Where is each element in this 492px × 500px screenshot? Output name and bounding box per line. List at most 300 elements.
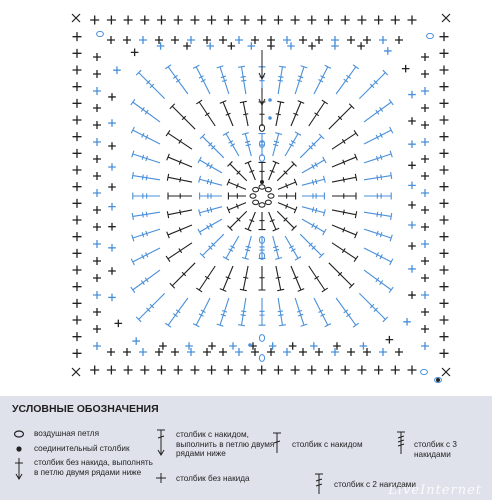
tr3-symbol-icon <box>394 430 408 456</box>
sc-stitch <box>174 366 183 375</box>
sc-stitch <box>408 366 417 375</box>
dc-stitch <box>240 266 248 291</box>
dc-symbol-icon <box>270 431 284 455</box>
sc-stitch <box>421 172 429 180</box>
dc-stitch <box>200 134 224 158</box>
sc-stitch <box>440 116 449 125</box>
sc-stitch <box>157 366 166 375</box>
dc-stitch <box>314 298 331 327</box>
sc-stitch <box>108 203 116 211</box>
watermark: LiveInternet <box>388 483 482 498</box>
corner-mark <box>72 14 80 22</box>
sc-stitch <box>90 366 99 375</box>
sc-stitch <box>440 282 449 291</box>
dc-stitch <box>136 70 164 98</box>
sc-stitch <box>403 318 411 326</box>
sc-stitch <box>402 65 410 73</box>
dc-stitch <box>302 157 326 173</box>
sc-stitch <box>269 342 277 350</box>
dc-stitch <box>295 298 307 326</box>
sc-stitch <box>73 66 82 75</box>
sc-stitch <box>113 66 121 74</box>
sc-stitch <box>73 82 82 91</box>
sc-stitch <box>115 320 123 328</box>
sc-stitch <box>108 119 116 127</box>
sc-stitch <box>90 16 99 25</box>
sc-stitch <box>307 366 316 375</box>
sc-stitch <box>374 16 383 25</box>
sc-stitch <box>93 189 101 197</box>
sc-stitch <box>408 201 416 209</box>
sc-stitch <box>159 342 167 350</box>
sc-stitch <box>185 342 193 350</box>
dc-stitch <box>217 66 229 94</box>
dc-stitch <box>132 212 160 220</box>
sc-stitch <box>73 132 82 141</box>
sc-stitch <box>289 342 297 350</box>
sc-stitch <box>73 199 82 208</box>
sc-stitch <box>108 267 116 275</box>
dc-stitch <box>223 132 239 156</box>
sc-stitch <box>421 155 429 163</box>
dc-stitch <box>198 219 222 235</box>
sc-stitch <box>291 366 300 375</box>
sc-stitch <box>93 342 101 350</box>
dc-stitch <box>242 236 251 259</box>
dc-stitch <box>167 225 192 238</box>
sc-stitch <box>421 223 429 231</box>
chain-stitch <box>265 187 271 191</box>
dc-stitch <box>200 193 222 200</box>
sc-stitch <box>363 36 371 44</box>
sc-stitch <box>408 91 416 99</box>
sc-stitch <box>73 316 82 325</box>
legend-dc-below-label: столбик с накидом, выполнить в петлю двумя рядами ниже <box>176 430 275 458</box>
slip-stitch <box>268 98 272 102</box>
sc-stitch <box>283 36 291 44</box>
dc-stitch <box>285 236 301 260</box>
chain-stitch <box>421 369 428 374</box>
sc-stitch <box>108 163 116 171</box>
sc-stitch <box>93 87 101 95</box>
sc-stitch <box>408 140 416 148</box>
legend-sc-label: столбик без накида <box>176 474 250 483</box>
sc-stitch <box>93 240 101 248</box>
sc-stitch <box>174 16 183 25</box>
tr2-symbol-icon <box>312 472 326 496</box>
dc-stitch <box>285 132 301 156</box>
dc-stitch <box>167 174 192 182</box>
sc-stitch <box>107 16 116 25</box>
dc-stitch <box>227 161 246 180</box>
sc-stitch <box>187 36 195 44</box>
sc-stitch <box>287 42 295 50</box>
sc-stitch <box>440 49 449 58</box>
sc-stitch <box>108 294 116 302</box>
sc-stitch <box>73 32 82 41</box>
dc-stitch <box>259 162 266 180</box>
sc-stitch <box>73 216 82 225</box>
dc-stitch <box>332 193 356 200</box>
sc-stitch <box>73 282 82 291</box>
sc-stitch <box>440 99 449 108</box>
dc-stitch <box>131 270 160 293</box>
sc-stitch <box>73 249 82 258</box>
dc-stitch <box>332 174 357 182</box>
dc-stitch <box>300 134 324 158</box>
sc-stitch <box>274 366 283 375</box>
sc-stitch <box>421 189 429 197</box>
dc-stitch <box>193 298 210 327</box>
sc-stitch <box>440 216 449 225</box>
dc-stitch <box>217 298 229 326</box>
dc-stitch <box>291 266 304 291</box>
sc-stitch <box>207 366 216 375</box>
sc-stitch <box>93 291 101 299</box>
dc-stitch <box>291 101 304 126</box>
dc-stitch <box>167 210 192 218</box>
sc-stitch <box>257 366 266 375</box>
sc-stitch <box>108 183 116 191</box>
chain-stitch <box>427 33 434 38</box>
sc-stitch <box>241 366 250 375</box>
legend-tr2-label: столбик с 2 накидами <box>334 480 416 489</box>
dc-stitch <box>238 298 246 326</box>
dc-stitch <box>220 266 233 291</box>
sc-stitch <box>140 366 149 375</box>
sc-stitch <box>360 342 368 350</box>
sc-stitch <box>73 182 82 191</box>
dc-stitch <box>309 100 328 126</box>
dc-stitch <box>300 234 324 258</box>
sc-stitch <box>307 16 316 25</box>
sc-stitch <box>379 348 387 356</box>
dc-stitch <box>166 130 192 149</box>
sc-stitch <box>421 274 429 282</box>
dc-stitch <box>167 154 192 167</box>
dc-stitch <box>170 104 195 129</box>
sc-stitch <box>324 16 333 25</box>
legend-dc-label: столбик с накидом <box>292 440 363 449</box>
legend-title: УСЛОВНЫЕ ОБОЗНАЧЕНИЯ <box>12 403 159 415</box>
dc-stitch <box>364 248 393 265</box>
dc-stitch <box>227 203 246 214</box>
sc-stitch <box>408 117 416 125</box>
sc-stitch <box>108 244 116 252</box>
dc-stitch <box>193 65 210 94</box>
sc-stitch <box>421 53 429 61</box>
sc-stitch <box>241 16 250 25</box>
dc-stitch <box>364 270 393 293</box>
dc-stitch <box>199 207 222 216</box>
sc-stitch <box>395 348 403 356</box>
dc-stitch <box>302 219 326 235</box>
dc-stitch <box>165 298 188 327</box>
sc-stitch <box>331 348 339 356</box>
dc-stitch <box>359 70 387 98</box>
sc-stitch <box>408 291 416 299</box>
dc-stitch <box>277 211 296 230</box>
sc-stitch <box>386 336 394 344</box>
sc-stitch <box>93 121 101 129</box>
dc-below-symbol-icon <box>154 428 168 458</box>
dc-stitch <box>245 212 256 231</box>
sc-stitch <box>267 42 275 50</box>
dc-stitch <box>170 263 195 288</box>
sc-stitch <box>257 16 266 25</box>
sc-stitch <box>283 348 291 356</box>
sc-stitch <box>315 36 323 44</box>
dc-stitch <box>276 101 284 126</box>
chain-stitch <box>259 355 264 362</box>
dc-stitch <box>132 229 160 241</box>
sc-stitch <box>93 104 101 112</box>
dc-stitch <box>168 193 192 200</box>
sc-stitch <box>347 36 355 44</box>
sc-stitch <box>421 87 429 95</box>
sc-stitch <box>408 182 416 190</box>
sc-stitch <box>391 366 400 375</box>
sc-stitch <box>219 348 227 356</box>
chain-symbol-icon <box>12 429 26 439</box>
dc-stitch <box>259 212 266 230</box>
corner-mark <box>72 368 80 376</box>
slip-stitch <box>436 378 440 382</box>
dc-stitch <box>136 293 164 321</box>
sc-stitch <box>73 299 82 308</box>
dc-stitch <box>364 127 393 144</box>
sc-stitch <box>73 166 82 175</box>
dc-stitch <box>269 212 280 231</box>
sc-stitch <box>408 265 416 273</box>
sc-stitch <box>93 70 101 78</box>
sc-stitch <box>219 36 227 44</box>
dc-stitch <box>240 101 248 126</box>
dc-stitch <box>364 99 393 122</box>
sc-stitch <box>73 49 82 58</box>
sc-stitch <box>251 36 259 44</box>
sc-below-stitch <box>259 50 265 79</box>
sc-stitch <box>440 299 449 308</box>
sc-stitch <box>251 348 259 356</box>
sc-stitch <box>93 155 101 163</box>
legend-sc-below-label: столбик без накида, выполнять в петлю двумя рядами ниже <box>34 458 153 477</box>
dc-stitch <box>200 234 224 258</box>
sc-stitch <box>421 257 429 265</box>
sc-stitch <box>333 342 341 350</box>
slip-stitch <box>260 180 264 184</box>
chain-stitch <box>253 200 259 204</box>
sc-stitch <box>341 366 350 375</box>
dc-stitch <box>238 66 246 94</box>
dc-stitch <box>196 266 215 292</box>
sc-stitch <box>73 116 82 125</box>
sc-stitch <box>235 36 243 44</box>
dc-stitch <box>278 193 296 200</box>
slip-stitch-symbol-icon <box>12 444 26 454</box>
sc-stitch <box>155 348 163 356</box>
sc-stitch <box>93 325 101 333</box>
sc-stitch <box>73 349 82 358</box>
sc-stitch <box>93 274 101 282</box>
sc-stitch <box>440 82 449 91</box>
chain-stitch <box>253 187 259 191</box>
dc-stitch <box>309 266 328 292</box>
dc-stitch <box>332 154 357 167</box>
dc-stitch <box>332 130 358 149</box>
sc-stitch <box>73 99 82 108</box>
sc-stitch <box>395 36 403 44</box>
sc-stitch <box>421 138 429 146</box>
dc-stitch <box>242 133 251 156</box>
sc-stitch <box>224 366 233 375</box>
sc-stitch <box>93 308 101 316</box>
dc-stitch <box>132 172 160 180</box>
dc-stitch <box>132 151 160 163</box>
sc-stitch <box>73 232 82 241</box>
legend-panel <box>0 396 492 500</box>
dc-stitch <box>336 298 359 327</box>
sc-stitch <box>357 16 366 25</box>
chain-stitch <box>259 203 265 207</box>
sc-stitch <box>310 342 318 350</box>
dc-stitch <box>223 236 239 260</box>
sc-stitch <box>440 232 449 241</box>
sc-stitch <box>183 42 191 50</box>
sc-stitch <box>93 257 101 265</box>
dc-stitch <box>332 210 357 218</box>
sc-stitch <box>315 348 323 356</box>
sc-stitch <box>190 366 199 375</box>
sc-stitch <box>171 36 179 44</box>
dc-stitch <box>278 298 286 326</box>
dc-stitch <box>364 151 392 163</box>
dc-stitch <box>269 161 280 180</box>
chain-stitch <box>259 335 264 342</box>
sc-stitch <box>347 348 355 356</box>
legend-tr3-label: столбик с 3 накидами <box>414 440 457 459</box>
sc-stitch <box>408 16 417 25</box>
sc-stitch <box>421 206 429 214</box>
sc-stitch <box>440 166 449 175</box>
sc-stitch <box>440 199 449 208</box>
dc-stitch <box>278 66 286 94</box>
dc-stitch <box>278 203 297 214</box>
dc-stitch <box>133 193 160 200</box>
sc-stitch <box>131 49 139 57</box>
sc-stitch <box>107 366 116 375</box>
sc-stitch <box>408 242 416 250</box>
sc-stitch <box>440 182 449 191</box>
sc-stitch <box>224 16 233 25</box>
sc-stitch <box>108 142 116 150</box>
dc-stitch <box>332 243 358 262</box>
dc-stitch <box>220 101 233 126</box>
sc-stitch <box>140 16 149 25</box>
chain-stitch <box>97 31 104 36</box>
corner-mark <box>442 14 450 22</box>
sc-stitch <box>229 342 237 350</box>
sc-stitch <box>73 266 82 275</box>
sc-stitch <box>291 16 300 25</box>
dc-stitch <box>228 193 246 200</box>
dc-stitch <box>364 229 392 241</box>
dc-stitch <box>302 207 325 216</box>
dc-stitch <box>336 65 359 94</box>
sc-stitch <box>357 42 365 50</box>
legend-slip-stitch-label: соединительный столбик <box>34 444 130 453</box>
chain-stitch <box>250 194 256 198</box>
dc-stitch <box>329 104 354 129</box>
slip-stitch <box>268 116 272 120</box>
dc-stitch <box>276 266 284 291</box>
sc-stitch <box>190 16 199 25</box>
sc-stitch <box>440 32 449 41</box>
sc-stitch <box>157 16 166 25</box>
corner-mark <box>442 368 450 376</box>
dc-stitch <box>259 298 266 325</box>
dc-stitch <box>245 161 256 180</box>
dc-stitch <box>131 248 160 265</box>
dc-stitch <box>165 65 188 94</box>
dc-stitch <box>227 179 246 190</box>
sc-stitch <box>299 348 307 356</box>
dc-stitch <box>359 293 387 321</box>
sc-stitch <box>235 348 243 356</box>
sc-stitch <box>440 349 449 358</box>
sc-symbol-icon <box>154 471 168 485</box>
chain-stitch <box>259 185 265 189</box>
sc-stitch <box>93 206 101 214</box>
sc-stitch <box>155 36 163 44</box>
dc-stitch <box>273 236 282 259</box>
sc-stitch <box>440 316 449 325</box>
dc-stitch <box>131 99 160 122</box>
sc-stitch <box>421 121 429 129</box>
sc-stitch <box>108 223 116 231</box>
sc-stitch <box>357 366 366 375</box>
sc-stitch <box>440 66 449 75</box>
dc-stitch <box>131 127 160 144</box>
sc-stitch <box>157 42 165 50</box>
dc-stitch <box>273 133 282 156</box>
sc-stitch <box>421 291 429 299</box>
sc-stitch <box>107 36 115 44</box>
dc-stitch <box>364 172 392 180</box>
chain-stitch <box>268 194 274 198</box>
sc-stitch <box>421 325 429 333</box>
sc-stitch <box>207 16 216 25</box>
sc-stitch <box>440 132 449 141</box>
sc-stitch <box>93 53 101 61</box>
sc-stitch <box>440 249 449 258</box>
sc-stitch <box>379 36 387 44</box>
sc-stitch <box>440 332 449 341</box>
chain-stitch <box>265 200 271 204</box>
sc-stitch <box>187 348 195 356</box>
sc-stitch <box>363 348 371 356</box>
sc-stitch <box>108 93 116 101</box>
slip-stitch <box>248 343 252 347</box>
sc-stitch <box>440 149 449 158</box>
sc-stitch <box>73 332 82 341</box>
sc-stitch <box>331 42 339 50</box>
dc-stitch <box>329 263 354 288</box>
sc-stitch <box>123 348 131 356</box>
sc-stitch <box>93 223 101 231</box>
dc-stitch <box>198 157 222 173</box>
sc-stitch <box>440 266 449 275</box>
